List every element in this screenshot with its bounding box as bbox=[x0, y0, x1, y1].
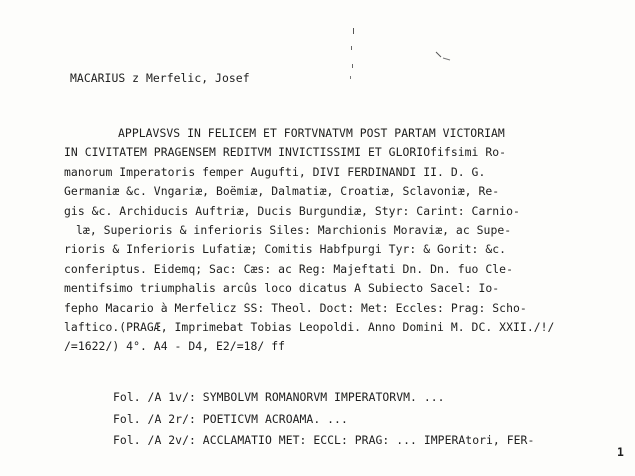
description-line: fepho Macario à Merfelicz SS: Theol. Doct: Met: Eccles: Prag: Scho- bbox=[64, 300, 527, 315]
description-line: manorum Imperatoris femper Augufti, DIVI FERDINANDI II. D. G. bbox=[64, 164, 486, 179]
description-line: /=1622/) 4°. A4 - D4, E2/=18/ ff bbox=[64, 339, 286, 354]
description-line: gis &c. Archiducis Auftriæ, Ducis Burgundiæ, Styr: Carint: Carnio- bbox=[64, 203, 520, 218]
description-line: conferiptus. Eidemq; Sac: Cæs: ac Reg: Majeftati Dn. Dn. fuo Cle- bbox=[64, 261, 514, 276]
description-line: APPLAVSVS IN FELICEM ET FORTVNATVM POST PARTAM VICTORIAM bbox=[118, 126, 505, 140]
folio-entry: Fol. /A 2v/: ACCLAMATIO MET: ECCL: PRAG: ... IMPERAtori, FER- bbox=[113, 433, 535, 447]
description-line: Germaniæ &c. Vngariæ, Boëmiæ, Dalmatiæ, Croatiæ, Sclavoniæ, Re- bbox=[64, 184, 500, 199]
description-line: rioris & Inferioris Lufatiæ; Comitis Habfpurgi Tyr: & Gorit: &c. bbox=[64, 242, 507, 257]
description-line: lafticо.(PRAGÆ, Imprimebat Tobias Leopoldi. Anno Domini M. DC. XXII./!/ bbox=[64, 320, 555, 334]
description-line: læ, Superioris & inferioris Siles: Marchionis Moraviæ, ac Supe- bbox=[76, 223, 512, 237]
page-number: 1 bbox=[617, 445, 624, 459]
description-line: mentifsimo triumphalis arcûs loco dicatus A Subiecto Sacel: Io- bbox=[64, 281, 500, 296]
folio-entry: Fol. /A 2r/: POETICVM ACROAMA. ... bbox=[113, 411, 348, 426]
description-line: IN CIVITATEM PRAGENSEM REDITVM INVICTISSIMI ET GLORIOfifsimi Ro- bbox=[64, 145, 507, 160]
card-heading: MACARIUS z Merfelic, Josef bbox=[70, 71, 250, 85]
folio-entry: Fol. /A 1v/: SYMBOLVM ROMANORVM IMPERATORVM. ... bbox=[113, 390, 445, 404]
